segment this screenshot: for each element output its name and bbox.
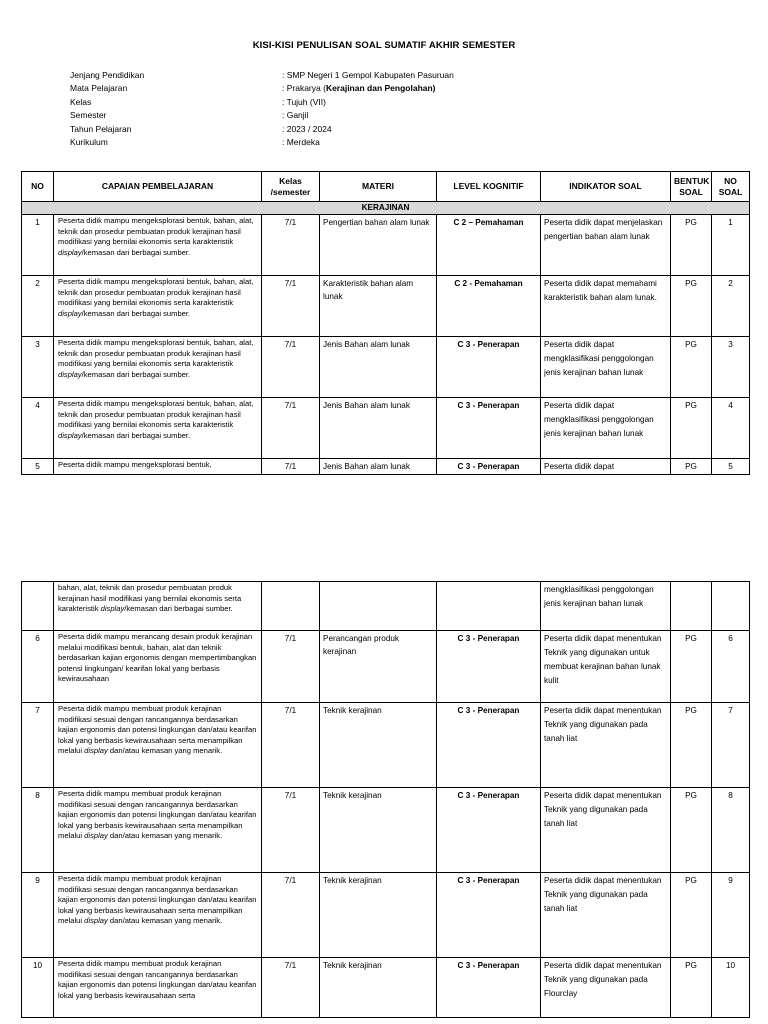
cell-materi: Teknik kerajinan — [320, 958, 437, 1018]
cell-no: 6 — [22, 631, 54, 703]
cell-no: 8 — [22, 788, 54, 873]
cell-kelas: 7/1 — [262, 703, 320, 788]
cell-capaian: Peserta didik mampu mengeksplorasi bentuk, — [54, 459, 262, 475]
cell-indikator: mengklasifikasi penggolongan jenis kerajinan bahan lunak — [541, 582, 671, 631]
cell-capaian: Peserta didik mampu mengeksplorasi bentuk, bahan, alat, teknik dan prosedur pembuatan produk kerajinan hasil modifikasi yang bernilai ekonomis serta karakteristik display/kemasan dari berbagai sumber. — [54, 398, 262, 459]
cell-nosoal: 7 — [712, 703, 750, 788]
header-level: LEVEL KOGNITIF — [437, 172, 541, 202]
cell-capaian: Peserta didik mampu membuat produk kerajinan modifikasi sesuai dengan rancangannya berdasarkan kajian ergonomis dan potensi lingkungan dan/atau kearifan lokal yang berbasis kewirausahaan serta menampilkan melalui display dan/atau kemasan yang menarik. — [54, 873, 262, 958]
meta-label: Kelas — [70, 96, 92, 107]
meta-label: Jenjang Pendidikan — [70, 69, 145, 80]
cell-capaian: Peserta didik mampu membuat produk kerajinan modifikasi sesuai dengan rancangannya berdasarkan kajian ergonomis dan potensi lingkungan dan/atau kearifan lokal yang berbasis kewirausahaan serta menampilkan melalui display dan/atau kemasan yang menarik. — [54, 703, 262, 788]
cell-materi: Teknik kerajinan — [320, 873, 437, 958]
cell-kelas: 7/1 — [262, 873, 320, 958]
header-kelas: Kelas /semester — [262, 172, 320, 202]
cell-materi: Jenis Bahan alam lunak — [320, 398, 437, 459]
cell-level: C 2 - Pemahaman — [437, 276, 541, 337]
cell-capaian: Peserta didik mampu mengeksplorasi bentuk, bahan, alat, teknik dan prosedur pembuatan produk kerajinan hasil modifikasi yang bernilai ekonomis serta karakteristik display/kemasan dari berbagai sumber. — [54, 337, 262, 398]
header-no: NO — [22, 172, 54, 202]
cell-nosoal: 3 — [712, 337, 750, 398]
cell-capaian: Peserta didik mampu mengeksplorasi bentuk, bahan, alat, teknik dan prosedur pembuatan produk kerajinan hasil modifikasi yang bernilai ekonomis serta karakteristik display/kemasan dari berbagai sumber. — [54, 276, 262, 337]
cell-level: C 3 - Penerapan — [437, 631, 541, 703]
cell-kelas — [262, 582, 320, 631]
cell-nosoal: 2 — [712, 276, 750, 337]
cell-no — [22, 582, 54, 631]
cell-nosoal: 1 — [712, 215, 750, 276]
cell-bentuk: PG — [671, 337, 712, 398]
cell-materi: Perancangan produk kerajinan — [320, 631, 437, 703]
meta-row-kelas — [70, 95, 454, 109]
table-row — [22, 276, 750, 337]
cell-indikator: Peserta didik dapat menentukan Teknik yang digunakan pada tanah liat — [541, 703, 671, 788]
cell-indikator: Peserta didik dapat menentukan Teknik yang digunakan pada tanah liat — [541, 873, 671, 958]
cell-no: 7 — [22, 703, 54, 788]
header-capaian: CAPAIAN PEMBELAJARAN — [54, 172, 262, 202]
header-materi: MATERI — [320, 172, 437, 202]
cell-kelas: 7/1 — [262, 215, 320, 276]
table-row — [22, 459, 750, 475]
cell-capaian: Peserta didik mampu membuat produk kerajinan modifikasi sesuai dengan rancangannya berdasarkan kajian ergonomis dan potensi lingkungan dan/atau kearifan lokal yang berbasis kewirausahaan serta — [54, 958, 262, 1018]
cell-level: C 3 - Penerapan — [437, 958, 541, 1018]
cell-no: 10 — [22, 958, 54, 1018]
cell-indikator: Peserta didik dapat — [541, 459, 671, 475]
cell-level: C 3 - Penerapan — [437, 459, 541, 475]
cell-kelas: 7/1 — [262, 398, 320, 459]
cell-indikator: Peserta didik dapat menentukan Teknik yang digunakan untuk membuat kerajinan bahan lunak kulit — [541, 631, 671, 703]
cell-bentuk: PG — [671, 459, 712, 475]
document-title: KISI-KISI PENULISAN SOAL SUMATIF AKHIR SEMESTER — [252, 40, 516, 51]
cell-materi: Teknik kerajinan — [320, 703, 437, 788]
meta-label: Tahun Pelajaran — [70, 123, 132, 134]
cell-no: 1 — [22, 215, 54, 276]
meta-value: : Ganjil — [282, 110, 309, 121]
cell-bentuk: PG — [671, 631, 712, 703]
cell-nosoal: 9 — [712, 873, 750, 958]
meta-row-kurikulum — [70, 136, 454, 150]
cell-bentuk: PG — [671, 215, 712, 276]
meta-value: : 2023 / 2024 — [282, 123, 332, 134]
cell-kelas: 7/1 — [262, 459, 320, 475]
table-row — [22, 337, 750, 398]
cell-no: 3 — [22, 337, 54, 398]
kisi-kisi-table — [21, 171, 750, 475]
cell-level — [437, 582, 541, 631]
cell-kelas: 7/1 — [262, 631, 320, 703]
table-row — [22, 873, 750, 958]
cell-level: C 3 - Penerapan — [437, 398, 541, 459]
cell-kelas: 7/1 — [262, 337, 320, 398]
cell-level: C 2 – Pemahaman — [437, 215, 541, 276]
header-indikator: INDIKATOR SOAL — [541, 172, 671, 202]
table-row — [22, 631, 750, 703]
cell-kelas: 7/1 — [262, 276, 320, 337]
cell-materi: Teknik kerajinan — [320, 788, 437, 873]
cell-materi: Karakteristik bahan alam lunak — [320, 276, 437, 337]
cell-capaian: Peserta didik mampu mengeksplorasi bentuk, bahan, alat, teknik dan prosedur pembuatan produk kerajinan hasil modifikasi yang bernilai ekonomis serta karakteristik display/kemasan dari berbagai sumber. — [54, 215, 262, 276]
cell-indikator: Peserta didik dapat memahami karakteristik bahan alam lunak. — [541, 276, 671, 337]
meta-row-tahun — [70, 122, 454, 136]
cell-bentuk: PG — [671, 873, 712, 958]
meta-row-mapel — [70, 82, 454, 96]
section-label: KERAJINAN — [22, 202, 750, 215]
header-nosoal: NO SOAL — [712, 172, 750, 202]
header-bentuk: BENTUK SOAL — [671, 172, 712, 202]
cell-indikator: Peserta didik dapat mengklasifikasi penggolongan jenis kerajinan bahan lunak — [541, 337, 671, 398]
cell-kelas: 7/1 — [262, 958, 320, 1018]
meta-row-jenjang — [70, 68, 454, 82]
cell-no: 9 — [22, 873, 54, 958]
document-meta — [70, 68, 454, 149]
cell-no: 4 — [22, 398, 54, 459]
cell-indikator: Peserta didik dapat menentukan Teknik yang digunakan pada Flourclay — [541, 958, 671, 1018]
meta-row-semester — [70, 109, 454, 123]
table-header-row — [22, 172, 750, 202]
cell-bentuk — [671, 582, 712, 631]
cell-indikator: Peserta didik dapat menentukan Teknik yang digunakan pada tanah liat — [541, 788, 671, 873]
cell-level: C 3 - Penerapan — [437, 788, 541, 873]
cell-no: 5 — [22, 459, 54, 475]
table-row — [22, 788, 750, 873]
cell-bentuk: PG — [671, 398, 712, 459]
cell-capaian: Peserta didik mampu merancang desain produk kerajinan melalui modifikasi bentuk, bahan, alat dan teknik berdasarkan kajian ergonomis dengan mempertimbangkan potensi lingkungan/ kearifan lokal yang berbasis kewirausahaan — [54, 631, 262, 703]
table-row — [22, 398, 750, 459]
cell-level: C 3 - Penerapan — [437, 337, 541, 398]
meta-value: : Tujuh (VII) — [282, 96, 326, 107]
cell-bentuk: PG — [671, 788, 712, 873]
cell-nosoal — [712, 582, 750, 631]
cell-nosoal: 8 — [712, 788, 750, 873]
section-row — [22, 202, 750, 215]
meta-label: Mata Pelajaran — [70, 83, 128, 94]
cell-materi: Jenis Bahan alam lunak — [320, 337, 437, 398]
table-row-continued — [22, 582, 750, 631]
kisi-kisi-table-continued — [21, 581, 750, 1018]
meta-value: : Merdeka — [282, 137, 320, 148]
cell-level: C 3 - Penerapan — [437, 703, 541, 788]
cell-indikator: Peserta didik dapat mengklasifikasi penggolongan jenis kerajinan bahan lunak — [541, 398, 671, 459]
table-row — [22, 703, 750, 788]
cell-bentuk: PG — [671, 276, 712, 337]
cell-nosoal: 10 — [712, 958, 750, 1018]
cell-nosoal: 4 — [712, 398, 750, 459]
cell-indikator: Peserta didik dapat menjelaskan pengertian bahan alam lunak — [541, 215, 671, 276]
cell-level: C 3 - Penerapan — [437, 873, 541, 958]
meta-value: : Prakarya (Kerajinan dan Pengolahan) — [282, 83, 436, 94]
cell-bentuk: PG — [671, 958, 712, 1018]
table-row — [22, 215, 750, 276]
meta-value: : SMP Negeri 1 Gempol Kabupaten Pasuruan — [282, 69, 454, 80]
cell-nosoal: 6 — [712, 631, 750, 703]
table-row — [22, 958, 750, 1018]
meta-label: Kurikulum — [70, 137, 108, 148]
cell-kelas: 7/1 — [262, 788, 320, 873]
cell-materi — [320, 582, 437, 631]
meta-label: Semester — [70, 110, 107, 121]
cell-materi: Pengertian bahan alam lunak — [320, 215, 437, 276]
cell-bentuk: PG — [671, 703, 712, 788]
cell-capaian: bahan, alat, teknik dan prosedur pembuatan produk kerajinan hasil modifikasi yang bernilai ekonomis serta karakteristik display/kemasan dari berbagai sumber. — [54, 582, 262, 631]
cell-nosoal: 5 — [712, 459, 750, 475]
cell-no: 2 — [22, 276, 54, 337]
cell-materi: Jenis Bahan alam lunak — [320, 459, 437, 475]
cell-capaian: Peserta didik mampu membuat produk kerajinan modifikasi sesuai dengan rancangannya berdasarkan kajian ergonomis dan potensi lingkungan dan/atau kearifan lokal yang berbasis kewirausahaan serta menampilkan melalui display dan/atau kemasan yang menarik. — [54, 788, 262, 873]
